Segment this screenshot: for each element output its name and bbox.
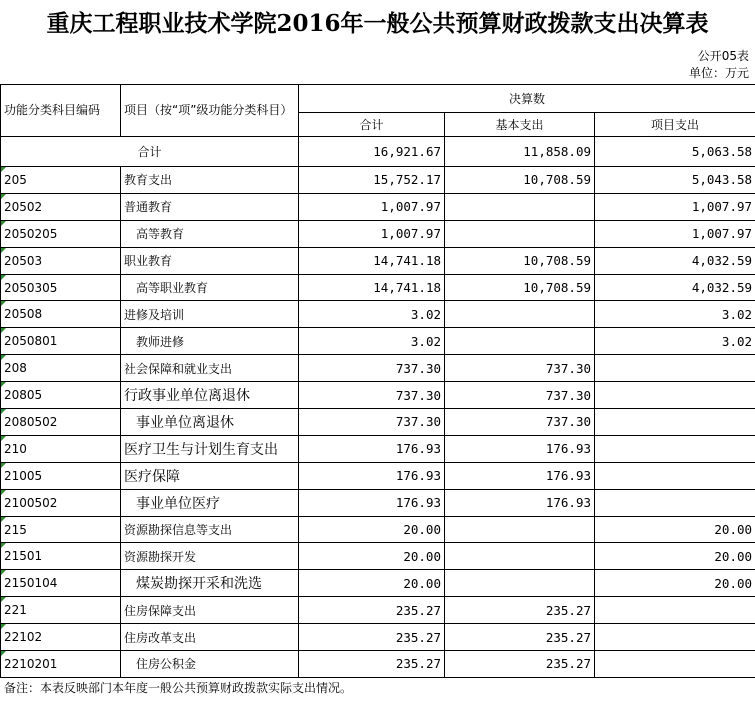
subject-code: 2050801 [1,328,121,355]
project-amount: 3.02 [595,301,755,328]
subject-code: 2150104 [1,570,121,597]
table-row [1,301,755,328]
table-row [1,382,755,409]
total-amount: 14,741.18 [299,274,445,301]
project-amount [595,624,755,651]
basic-amount: 737.30 [445,409,595,436]
basic-amount: 235.27 [445,651,595,678]
table-row [1,220,755,247]
subject-name: 高等职业教育 [121,274,299,301]
header-code: 功能分类科目编码 [1,85,121,137]
form-number: 公开05表 [697,49,749,63]
project-amount [595,382,755,409]
subject-name: 住房公积金 [121,651,299,678]
subject-name: 资源勘探信息等支出 [121,516,299,543]
table-row [1,193,755,220]
total-amount: 737.30 [299,409,445,436]
subject-name: 教育支出 [121,167,299,194]
project-amount: 4,032.59 [595,247,755,274]
total-amount: 1,007.97 [299,193,445,220]
subject-code: 2050305 [1,274,121,301]
project-amount: 1,007.97 [595,220,755,247]
total-amount: 176.93 [299,462,445,489]
subject-name: 社会保障和就业支出 [121,355,299,382]
project-amount: 20.00 [595,543,755,570]
summary-basic: 11,858.09 [445,137,595,167]
subject-name: 事业单位离退休 [121,409,299,436]
subject-code: 2100502 [1,489,121,516]
table-row [1,651,755,678]
total-amount: 20.00 [299,570,445,597]
total-amount: 235.27 [299,597,445,624]
total-amount: 1,007.97 [299,220,445,247]
project-amount: 20.00 [595,516,755,543]
project-amount: 20.00 [595,570,755,597]
basic-amount [445,220,595,247]
basic-amount: 176.93 [445,435,595,462]
subject-code: 221 [1,597,121,624]
project-amount [595,355,755,382]
total-amount: 235.27 [299,624,445,651]
project-amount [595,597,755,624]
header-basic: 基本支出 [445,113,595,137]
subject-code: 205 [1,167,121,194]
subject-code: 210 [1,435,121,462]
subject-code: 2210201 [1,651,121,678]
table-row [1,409,755,436]
table-row [1,462,755,489]
summary-project: 5,063.58 [595,137,755,167]
basic-amount: 10,708.59 [445,274,595,301]
total-amount: 20.00 [299,516,445,543]
subject-name: 普通教育 [121,193,299,220]
table-row [1,355,755,382]
project-amount: 4,032.59 [595,274,755,301]
basic-amount [445,516,595,543]
total-amount: 20.00 [299,543,445,570]
total-amount: 176.93 [299,435,445,462]
subject-name: 医疗保障 [121,462,299,489]
subject-code: 20503 [1,247,121,274]
subject-name: 高等教育 [121,220,299,247]
header-project: 项目支出 [595,113,755,137]
subject-name: 住房改革支出 [121,624,299,651]
subject-code: 2080502 [1,409,121,436]
summary-total: 16,921.67 [299,137,445,167]
total-amount: 235.27 [299,651,445,678]
subject-name: 住房保障支出 [121,597,299,624]
basic-amount [445,193,595,220]
total-amount: 3.02 [299,328,445,355]
project-amount: 5,043.58 [595,167,755,194]
subject-name: 煤炭勘探开采和洗选 [121,570,299,597]
summary-label: 合计 [1,137,299,167]
subject-name: 资源勘探开发 [121,543,299,570]
project-amount [595,489,755,516]
project-amount: 1,007.97 [595,193,755,220]
report-title: 重庆工程职业技术学院2016年一般公共预算财政拨款支出决算表 [46,10,709,37]
table-row [1,274,755,301]
table-row [1,435,755,462]
basic-amount: 10,708.59 [445,247,595,274]
expenditure-table [0,84,755,678]
subject-code: 20502 [1,193,121,220]
table-row [1,597,755,624]
subject-code: 20508 [1,301,121,328]
summary-row [1,137,755,167]
project-amount [595,651,755,678]
basic-amount: 235.27 [445,597,595,624]
subject-name: 事业单位医疗 [121,489,299,516]
total-amount: 176.93 [299,489,445,516]
basic-amount: 176.93 [445,462,595,489]
subject-name: 医疗卫生与计划生育支出 [121,435,299,462]
basic-amount: 235.27 [445,624,595,651]
total-amount: 15,752.17 [299,167,445,194]
header-final-amount: 决算数 [299,85,755,113]
table-row [1,543,755,570]
subject-name: 职业教育 [121,247,299,274]
total-amount: 737.30 [299,355,445,382]
table-row [1,167,755,194]
total-amount: 14,741.18 [299,247,445,274]
basic-amount [445,570,595,597]
basic-amount: 737.30 [445,355,595,382]
total-amount: 3.02 [299,301,445,328]
table-row [1,328,755,355]
basic-amount: 10,708.59 [445,167,595,194]
project-amount [595,409,755,436]
table-row [1,624,755,651]
basic-amount [445,328,595,355]
basic-amount [445,543,595,570]
subject-name: 教师进修 [121,328,299,355]
project-amount [595,462,755,489]
subject-name: 行政事业单位离退休 [121,382,299,409]
basic-amount: 737.30 [445,382,595,409]
subject-code: 215 [1,516,121,543]
total-amount: 737.30 [299,382,445,409]
header-total: 合计 [299,113,445,137]
footnote: 备注：本表反映部门本年度一般公共预算财政拨款实际支出情况。 [4,681,353,695]
table-row [1,489,755,516]
subject-code: 208 [1,355,121,382]
header-name: 项目（按“项”级功能分类科目） [121,85,299,137]
table-row [1,247,755,274]
subject-name: 进修及培训 [121,301,299,328]
table-row [1,570,755,597]
table-row [1,516,755,543]
basic-amount: 176.93 [445,489,595,516]
subject-code: 21005 [1,462,121,489]
project-amount: 3.02 [595,328,755,355]
subject-code: 22102 [1,624,121,651]
basic-amount [445,301,595,328]
subject-code: 20805 [1,382,121,409]
subject-code: 2050205 [1,220,121,247]
project-amount [595,435,755,462]
unit-label: 单位：万元 [688,66,749,80]
subject-code: 21501 [1,543,121,570]
